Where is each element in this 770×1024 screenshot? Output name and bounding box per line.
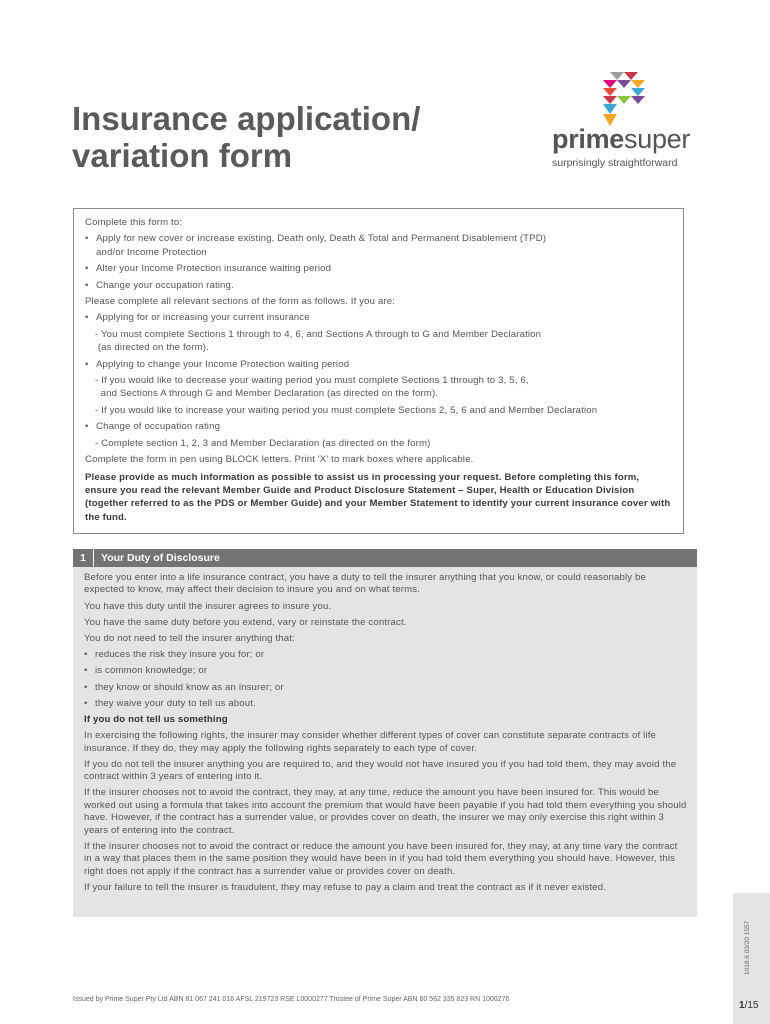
section-1-header <box>73 549 697 567</box>
case-waiting-title: • Applying to change your Income Protection waiting period <box>85 358 671 371</box>
disclosure-bullet: • is common knowledge; or <box>84 665 687 677</box>
page-title <box>72 100 420 174</box>
duty-of-disclosure-panel <box>73 567 697 917</box>
disclosure-paragraph: If your failure to tell the insurer is fraudulent, they may refuse to pay a claim and treat the contract as if it never existed. <box>84 881 607 893</box>
section-number: 1 <box>73 549 94 567</box>
case-waiting-increase: - If you would like to increase your waiting period you must complete Sections 2, 5, 6 and and Member Declaration <box>95 404 598 416</box>
logo-tagline: surprisingly straightforward <box>552 157 678 169</box>
important-note: Please provide as much information as possible to assist us in processing your request. Before completing this form, ensure you read the relevant Member Guide and Product Disclosure Statement – Super, Health or Education Division (together referred to as the PDS or Member Guide) and your Member Statement to identify your current insurance cover with the fund. <box>85 471 671 523</box>
logo-wordmark <box>552 124 690 154</box>
title-line-1: Insurance application/ <box>72 100 421 137</box>
prime-super-logo <box>552 72 702 172</box>
disclosure-paragraph: In exercising the following rights, the insurer may consider whether different types of cover can constitute separate contracts of life insurance. If they do, they may apply the following rights separately to each type of cover. <box>84 730 656 754</box>
disclosure-paragraph: If the insurer chooses not to avoid the contract, they may, at any time, reduce the amount you have been insured for. This would be worked out using a formula that takes into account the premium that would have been payable if you had told them everything you should have. However, if the contract has a surrender value, or provides cover on death, the insurer we may only exercise this right within 3 years of entering into the contract. <box>84 787 687 836</box>
disclosure-paragraph: You have this duty until the insurer agrees to insure you. <box>84 600 332 612</box>
disclosure-paragraph: If the insurer chooses not to avoid the contract or reduce the amount you have been insured for, they may, at any time vary the contract in a way that places them in the same position they would have been in if you had told them everything you should have. However, this right does not apply if the contract has a surrender value or provides cover on death. <box>84 840 678 877</box>
disclosure-paragraph: You do not need to tell the insurer anything that: <box>84 633 295 645</box>
complete-to-text: Complete this form to: <box>85 217 183 228</box>
disclosure-subheading: If you do not tell us something <box>84 714 228 726</box>
disclosure-paragraph: You have the same duty before you extend, vary or reinstate the contract. <box>84 616 407 628</box>
case-waiting-detail-1: - If you would like to decrease your waiting period you must complete Sections 1 through to 3, 5, 6, <box>95 375 529 387</box>
case-occupation-title: • Change of occupation rating <box>85 420 671 433</box>
prime-super-mark-icon <box>600 72 646 128</box>
purpose-item <box>85 232 671 259</box>
pen-note: Complete the form in pen using BLOCK letters. Print 'X' to mark boxes where applicable. <box>85 454 474 466</box>
instructions-box <box>73 208 684 534</box>
case-increase-title: • Applying for or increasing your current insurance <box>85 311 671 324</box>
logo-word-prime: prime <box>552 124 625 154</box>
title-line-2: variation form <box>72 137 293 174</box>
disclosure-paragraph: Before you enter into a life insurance contract, you have a duty to tell the insurer anything that you know, or could reasonably be expected to know, may affect their decision to insure you and on what terms. <box>84 572 647 596</box>
page-total: /15 <box>744 1000 759 1011</box>
case-occupation-detail: - Complete section 1, 2, 3 and Member Declaration (as directed on the form) <box>95 437 431 449</box>
purpose-item: • Alter your Income Protection insurance waiting period <box>85 262 671 275</box>
logo-word-super: super <box>624 124 691 154</box>
purpose-1-cont: and/or Income Protection <box>96 246 207 258</box>
case-increase-detail <box>85 328 671 355</box>
case-increase-detail-2: (as directed on the form). <box>97 342 209 354</box>
case-waiting-decrease <box>85 374 671 401</box>
disclosure-bullet: • they know or should know as an insurer; or <box>84 682 687 694</box>
purpose-item: • Change your occupation rating. <box>85 279 671 292</box>
purpose-1: Apply for new cover or increase existing, Death only, Death & Total and Permanent Disablement (TPD) <box>96 233 547 245</box>
disclosure-paragraph: If you do not tell the insurer anything you are required to, and they would not have insured you if you had told them, they may avoid the contract within 3 years of entering into it. <box>84 758 677 783</box>
page-current: 1 <box>739 1000 745 1011</box>
disclosure-bullet: • reduces the risk they insure you for; or <box>84 649 687 661</box>
disclosure-bullet: • they waive your duty to tell us about. <box>84 698 687 710</box>
page-number <box>739 1000 758 1011</box>
case-waiting-detail-2: and Sections A through G and Member Declaration (as directed on the form). <box>100 388 439 400</box>
case-increase-detail-1: - You must complete Sections 1 through to 4, 6, and Sections A through to G and Member Declaration <box>95 328 542 340</box>
section-title: Your Duty of Disclosure <box>101 552 220 564</box>
issuer-footer: Issued by Prime Super Pty Ltd ABN 81 067 241 016 AFSL 219723 RSE L0000277 Trustee of Prime Super ABN 60 562 335 823 RN 1000276 <box>73 996 510 1003</box>
document-code: 1018.6 03/20 1557 <box>744 920 751 975</box>
please-complete-text: Please complete all relevant sections of the form as follows. If you are: <box>85 296 396 308</box>
